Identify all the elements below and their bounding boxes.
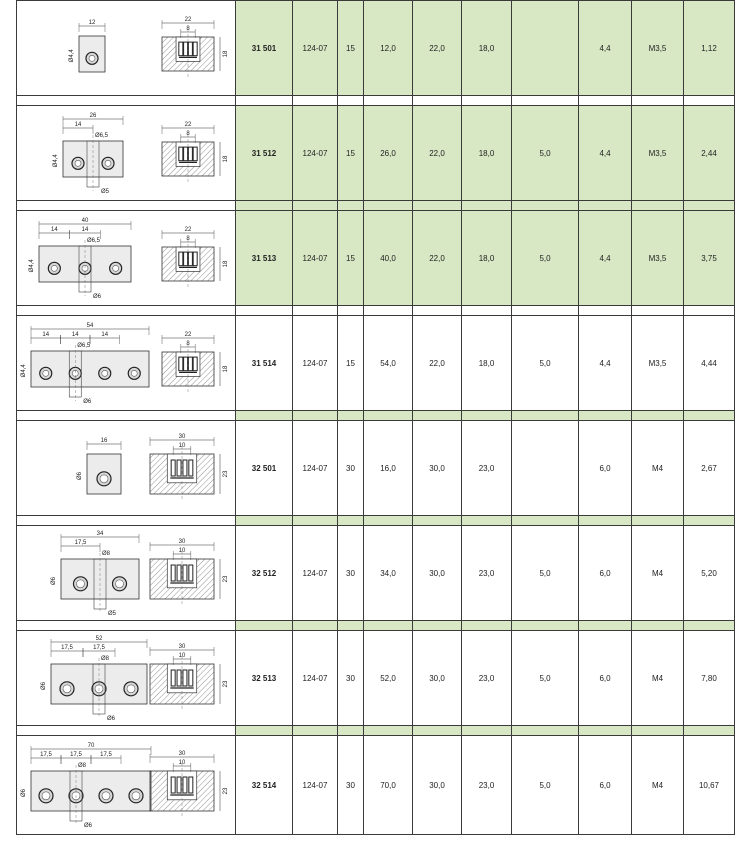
row-separator [17,726,735,736]
product-drawing [17,526,234,620]
weight: 3,75 [684,211,735,306]
dimension-e [512,421,579,516]
side-view [162,17,229,77]
pitch-dimension: 14 [50,227,58,233]
row-separator [17,516,735,526]
width-dimension: 34 [96,531,104,537]
inner-dimension: 8 [186,26,190,32]
product-row [17,421,735,516]
spec-table [16,0,735,835]
series-size: 15 [338,1,364,96]
pitch-dimension: 14 [101,332,109,338]
width-dimension: 54 [86,323,94,329]
side-view [150,539,229,605]
dimension-c: 18,0 [462,106,512,201]
series-size: 30 [338,421,364,516]
dimension-e: 5,0 [512,211,579,306]
hole-diameter: 6,0 [579,736,632,835]
height-dimension: 18 [223,155,229,163]
series-size: 15 [338,316,364,411]
pin-label: Ø6 [84,823,93,829]
product-row [17,526,735,621]
thread-size: M4 [632,526,684,621]
side-width-dimension: 22 [184,17,192,23]
side-view [162,227,229,287]
article-number: 31 514 [236,316,293,411]
technical-drawing-cell [17,106,236,201]
weight: 1,12 [684,1,735,96]
dimension-a: 52,0 [364,631,413,726]
row-separator [17,96,735,106]
inner-dimension: 8 [186,236,190,242]
article-number: 32 514 [236,736,293,835]
side-width-dimension: 22 [184,227,192,233]
thread-size: M4 [632,421,684,516]
side-view [162,332,229,392]
reference-code: 124-07 [293,1,338,96]
side-width-dimension: 30 [178,644,186,650]
hole-diameter: 4,4 [579,106,632,201]
thread-size: M4 [632,631,684,726]
row-separator [17,306,735,316]
side-view [150,644,229,710]
reference-code: 124-07 [293,736,338,835]
dimension-e: 5,0 [512,631,579,726]
hole-label: Ø6 [41,681,47,691]
weight: 4,44 [684,316,735,411]
technical-drawing-cell [17,211,236,306]
dimension-c: 23,0 [462,526,512,621]
side-width-dimension: 22 [184,332,192,338]
pitch-dimension: 14 [81,227,89,233]
article-number: 31 512 [236,106,293,201]
dimension-c: 23,0 [462,736,512,835]
article-number: 32 513 [236,631,293,726]
thread-size: M4 [632,736,684,835]
side-width-dimension: 30 [178,539,186,545]
reference-code: 124-07 [293,316,338,411]
series-size: 30 [338,526,364,621]
hole-label: Ø4,4 [29,259,35,273]
row-separator [17,621,735,631]
weight: 2,67 [684,421,735,516]
dimension-a: 34,0 [364,526,413,621]
front-view [21,743,151,829]
side-width-dimension: 22 [184,122,192,128]
pitch-dimension: 17,5 [74,540,87,546]
article-number: 31 501 [236,1,293,96]
side-width-dimension: 30 [178,751,186,757]
series-size: 15 [338,106,364,201]
dimension-c: 23,0 [462,421,512,516]
product-drawing [17,316,234,410]
dimension-a: 70,0 [364,736,413,835]
series-size: 15 [338,211,364,306]
pin-label: Ø6 [83,399,92,405]
dimension-c: 18,0 [462,316,512,411]
width-dimension: 40 [81,218,89,224]
pitch-dimension: 14 [42,332,50,338]
pin-label: Ø5 [108,611,117,617]
hole-diameter: 4,4 [579,1,632,96]
width-dimension: 70 [87,743,95,749]
dimension-e [512,1,579,96]
product-row [17,316,735,411]
front-view [51,531,139,617]
side-view [150,751,229,817]
hole-label: Ø4,4 [53,154,59,168]
technical-drawing-cell [17,736,236,835]
side-view [162,122,229,182]
hole-label: Ø4,4 [21,364,27,378]
pin-label: Ø5 [101,189,110,195]
pitch-dimension: 17,5 [70,752,82,758]
side-view [150,434,229,500]
slot-label: Ø8 [78,763,87,769]
dimension-b: 30,0 [413,526,462,621]
front-view [41,636,147,722]
pitch-dimension: 17,5 [100,752,112,758]
pitch-dimension: 17,5 [40,752,52,758]
product-drawing [17,421,234,515]
reference-code: 124-07 [293,106,338,201]
width-dimension: 52 [95,636,103,642]
slot-label: Ø8 [102,551,111,557]
slot-label: Ø8 [101,656,110,662]
dimension-e: 5,0 [512,106,579,201]
slot-label: Ø6,5 [95,133,109,139]
dimension-b: 22,0 [413,1,462,96]
technical-drawing-cell [17,1,236,96]
hole-label: Ø6 [21,788,27,798]
inner-dimension: 10 [178,443,186,449]
front-view [53,113,123,195]
height-dimension: 23 [223,787,229,795]
pitch-dimension: 14 [74,122,82,128]
pitch-dimension: 14 [71,332,79,338]
product-row [17,106,735,201]
weight: 2,44 [684,106,735,201]
dimension-b: 22,0 [413,106,462,201]
thread-size: M3,5 [632,1,684,96]
inner-dimension: 10 [178,653,186,659]
slot-label: Ø6,5 [77,343,91,349]
product-drawing [17,106,234,200]
dimension-e: 5,0 [512,736,579,835]
reference-code: 124-07 [293,631,338,726]
dimension-a: 54,0 [364,316,413,411]
dimension-a: 26,0 [364,106,413,201]
pin-label: Ø6 [93,294,102,300]
inner-dimension: 8 [186,131,190,137]
dimension-a: 40,0 [364,211,413,306]
front-view [21,323,149,405]
product-row [17,736,735,835]
product-drawing [17,631,234,725]
width-dimension: 16 [100,438,108,444]
hole-diameter: 4,4 [579,211,632,306]
height-dimension: 23 [223,680,229,688]
front-view [77,438,121,494]
hole-diameter: 4,4 [579,316,632,411]
pitch-dimension: 17,5 [61,645,73,651]
hole-label: Ø6 [51,576,57,586]
technical-drawing-cell [17,631,236,726]
hole-diameter: 6,0 [579,631,632,726]
inner-dimension: 10 [178,760,186,766]
product-row [17,211,735,306]
spec-table-body [17,1,735,835]
front-view [29,218,131,300]
article-number: 32 512 [236,526,293,621]
row-separator [17,411,735,421]
article-number: 32 501 [236,421,293,516]
reference-code: 124-07 [293,211,338,306]
series-size: 30 [338,631,364,726]
height-dimension: 18 [223,50,229,58]
thread-size: M3,5 [632,106,684,201]
reference-code: 124-07 [293,421,338,516]
technical-drawing-cell [17,526,236,621]
hole-diameter: 6,0 [579,421,632,516]
weight: 10,67 [684,736,735,835]
width-dimension: 12 [88,20,96,26]
pin-label: Ø6 [107,716,116,722]
width-dimension: 26 [89,113,97,119]
product-drawing [17,1,234,95]
weight: 7,80 [684,631,735,726]
product-row [17,631,735,726]
inner-dimension: 8 [186,341,190,347]
dimension-c: 18,0 [462,211,512,306]
inner-dimension: 10 [178,548,186,554]
dimension-b: 22,0 [413,316,462,411]
product-drawing [17,736,234,834]
thread-size: M3,5 [632,211,684,306]
pitch-dimension: 17,5 [93,645,105,651]
technical-drawing-cell [17,316,236,411]
dimension-a: 12,0 [364,1,413,96]
dimension-b: 30,0 [413,421,462,516]
front-view [69,20,105,72]
reference-code: 124-07 [293,526,338,621]
dimension-e: 5,0 [512,316,579,411]
row-separator [17,201,735,211]
height-dimension: 23 [223,575,229,583]
hole-diameter: 6,0 [579,526,632,621]
dimension-b: 30,0 [413,631,462,726]
dimension-c: 23,0 [462,631,512,726]
technical-drawing-cell [17,421,236,516]
slot-label: Ø6,5 [87,238,101,244]
height-dimension: 18 [223,260,229,268]
dimension-b: 30,0 [413,736,462,835]
dimension-e: 5,0 [512,526,579,621]
product-drawing [17,211,234,305]
hole-label: Ø4,4 [69,49,75,63]
height-dimension: 18 [223,365,229,373]
weight: 5,20 [684,526,735,621]
dimension-b: 22,0 [413,211,462,306]
article-number: 31 513 [236,211,293,306]
series-size: 30 [338,736,364,835]
side-width-dimension: 30 [178,434,186,440]
height-dimension: 23 [223,470,229,478]
dimension-c: 18,0 [462,1,512,96]
dimension-a: 16,0 [364,421,413,516]
hole-label: Ø6 [77,471,83,481]
thread-size: M3,5 [632,316,684,411]
product-row [17,1,735,96]
